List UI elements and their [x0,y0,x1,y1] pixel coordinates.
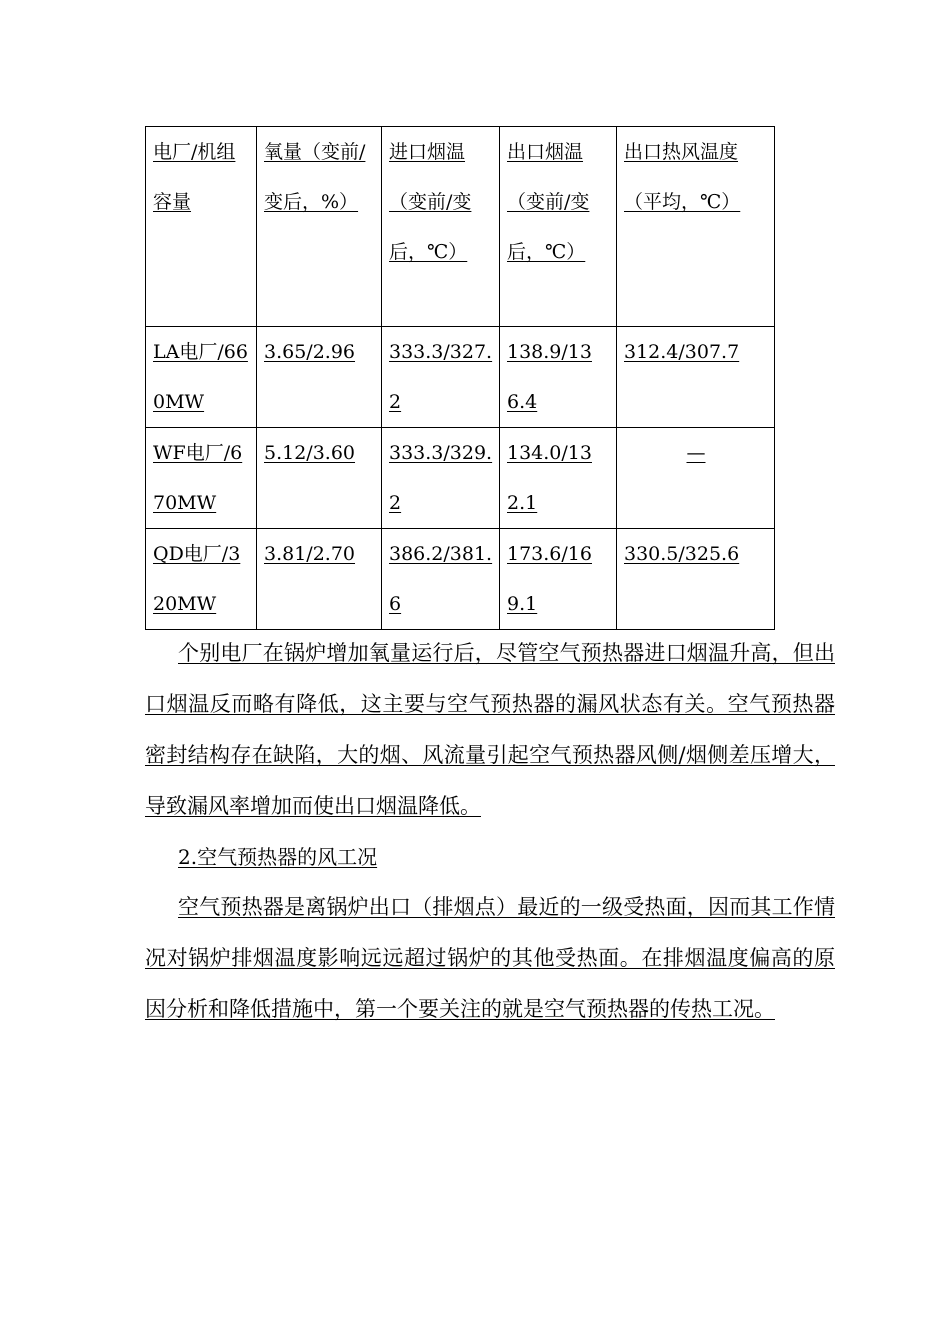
header-cell [146,127,257,327]
cell-text: LA电厂/660MW [153,341,248,413]
table-header-row [146,127,775,327]
cell-text: 173.6/169.1 [507,543,592,615]
header-cell [617,127,775,327]
cell-text: 5.12/3.60 [264,442,356,464]
cell-text: 330.5/325.6 [624,543,740,565]
table-row [146,327,775,428]
table-cell [500,327,617,428]
table-cell [382,529,500,630]
header-cell [257,127,382,327]
header-text: 进口烟温（变前/变后，℃） [389,141,472,263]
header-text: 出口烟温（变前/变后，℃） [507,141,590,263]
table-cell [146,529,257,630]
paragraph-text: 个别电厂在锅炉增加氧量运行后，尽管空气预热器进口烟温升高，但出口烟温反而略有降低，这主要与空气预热器的漏风状态有关。空气预热器密封结构存在缺陷，大的烟、风流量引起空气预热器风侧/烟侧差压增大，导致漏风率增加而使出口烟温降低。 [145,641,835,818]
table-row [146,529,775,630]
table-cell [617,428,775,529]
header-text: 电厂/机组容量 [153,141,236,213]
table-cell [146,327,257,428]
section-heading [145,832,835,883]
cell-text: 312.4/307.7 [624,341,740,363]
body-paragraph [145,628,835,832]
table-row [146,428,775,529]
cell-text: 333.3/327.2 [389,341,493,413]
cell-text: 3.81/2.70 [264,543,356,565]
table-cell [257,428,382,529]
header-cell [500,127,617,327]
table-cell [257,327,382,428]
header-cell [382,127,500,327]
cell-text: 386.2/381.6 [389,543,493,615]
cell-text: 333.3/329.2 [389,442,493,514]
cell-text: 3.65/2.96 [264,341,356,363]
table-cell [617,529,775,630]
table-cell [382,428,500,529]
header-text: 氧量（变前/变后，%） [264,141,366,213]
cell-text: QD电厂/320MW [153,543,241,615]
data-table [145,126,775,630]
header-text: 出口热风温度（平均，℃） [624,141,741,213]
paragraph-text: 空气预热器是离锅炉出口（排烟点）最近的一级受热面，因而其工作情况对锅炉排烟温度影响远远超过锅炉的其他受热面。在排烟温度偏高的原因分析和降低措施中，第一个要关注的就是空气预热器的传热工况。 [145,895,835,1021]
table-cell [146,428,257,529]
heading-text: 2.空气预热器的风工况 [178,845,378,869]
body-paragraph [145,882,835,1035]
table-cell [257,529,382,630]
table-cell [382,327,500,428]
cell-text: 134.0/132.1 [507,442,592,514]
table-cell [500,529,617,630]
cell-text: — [686,442,706,464]
cell-text: WF电厂/670MW [153,442,243,514]
table-cell [500,428,617,529]
cell-text: 138.9/136.4 [507,341,592,413]
table-cell [617,327,775,428]
